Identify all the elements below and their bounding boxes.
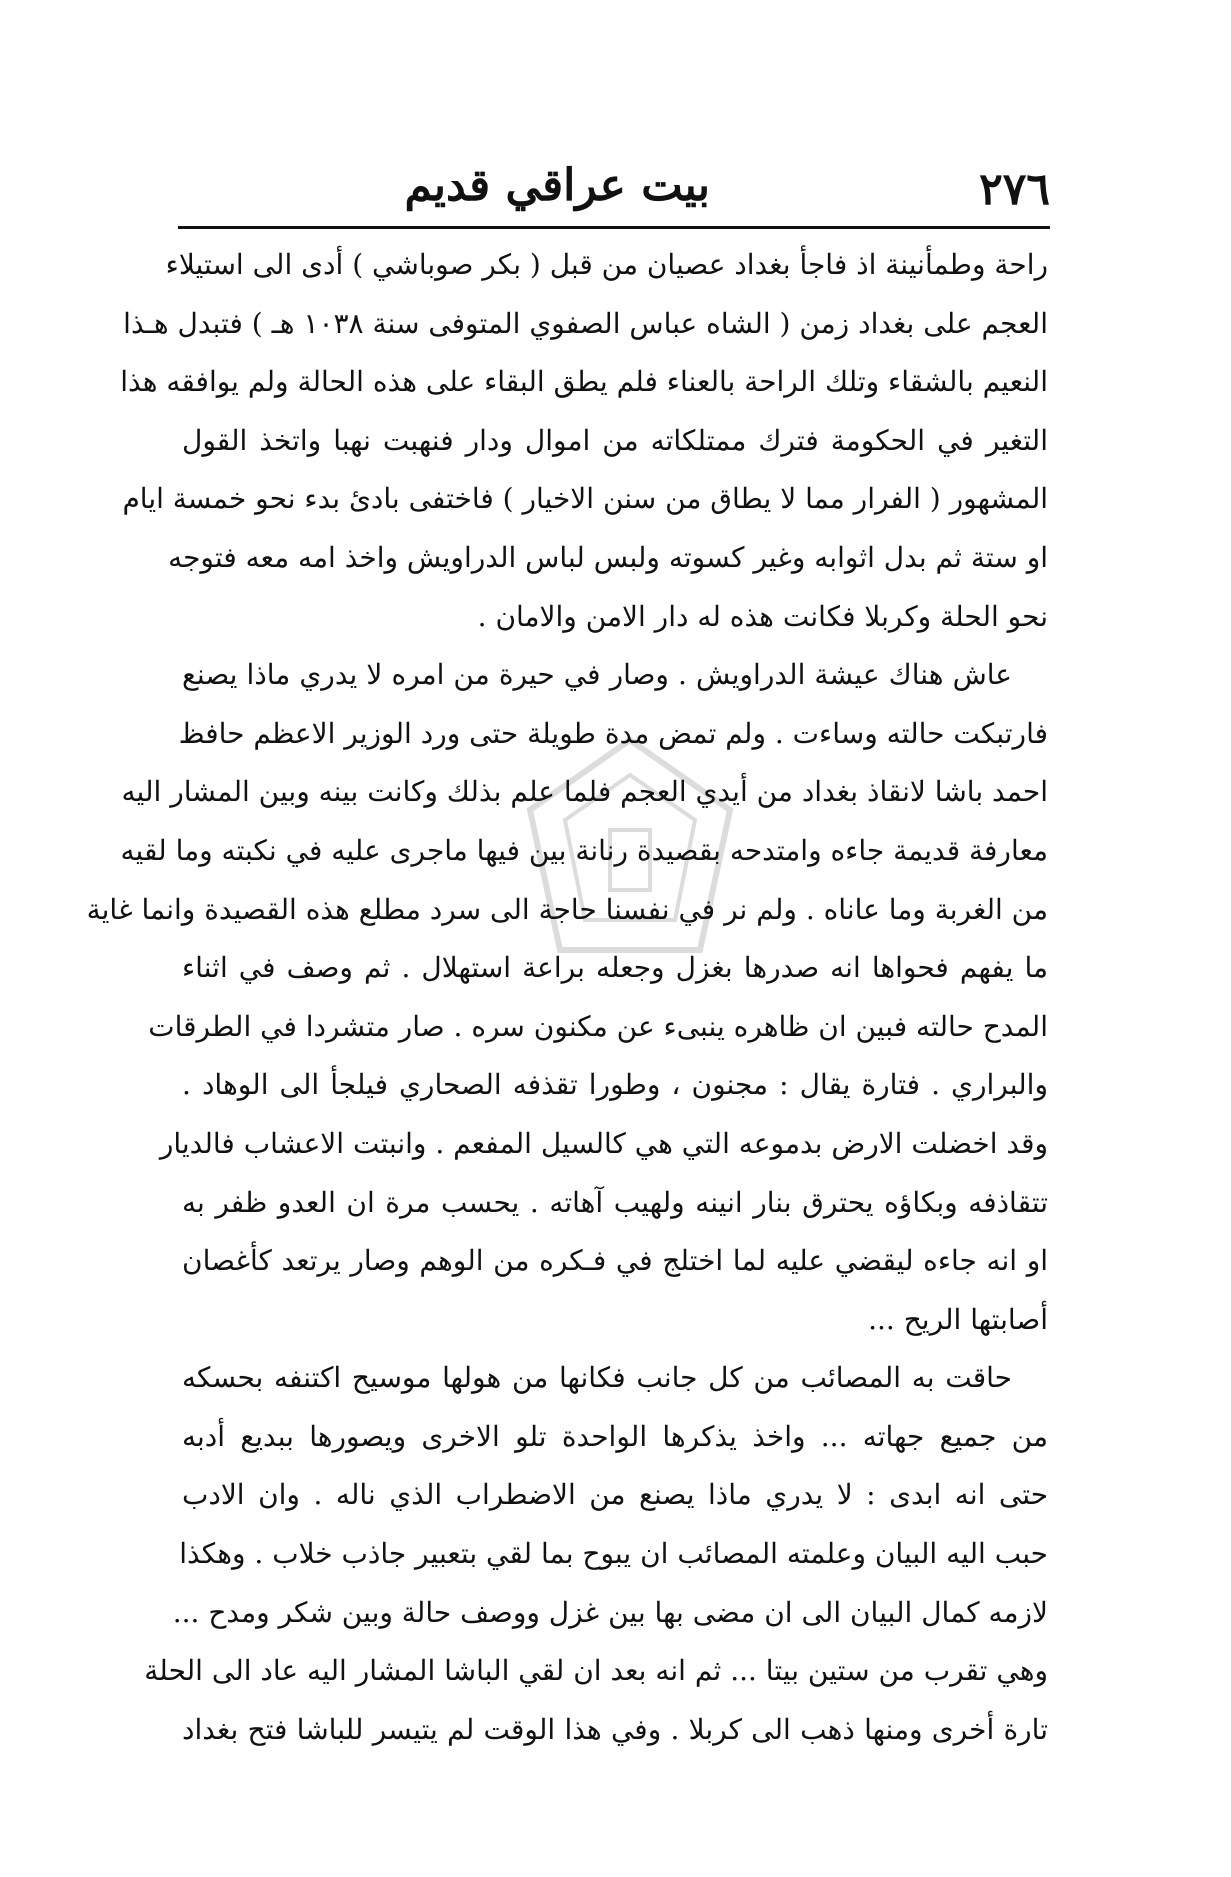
text-line: حبب اليه البيان وعلمته المصائب ان يبوح بما لقي بتعبير جاذب خلاب . وهكذا bbox=[179, 1537, 1048, 1571]
text-line: وقد اخضلت الارض بدموعه التي هي كالسيل المفعم . وانبتت الاعشاب فالديار bbox=[159, 1126, 1048, 1160]
text-line: العجم على بغداد زمن ( الشاه عباس الصفوي المتوفى سنة ١٠٣٨ هـ ) فتبدل هـذا bbox=[123, 306, 1048, 340]
page-number: ٢٧٦ bbox=[979, 164, 1050, 215]
paragraph-1 bbox=[120, 236, 1048, 646]
text-line: والبراري . فتارة يقال : مجنون ، وطورا تقذفه الصحاري فيلجأ الى الوهاد . bbox=[182, 1068, 1048, 1102]
text-line: احمد باشا لانقاذ بغداد من أيدي العجم فلما علم بذلك وكانت بينه وبين المشار اليه bbox=[121, 775, 1048, 809]
text-line: وهي تقرب من ستين بيتا ... ثم انه بعد ان لقي الباشا المشار اليه عاد الى الحلة bbox=[144, 1654, 1048, 1688]
text-line: فارتبكت حالته وساءت . ولم تمض مدة طويلة حتى ورد الوزير الاعظم حافظ bbox=[178, 716, 1048, 750]
paragraph-2 bbox=[86, 646, 1048, 1349]
text-line: من جميع جهاته ... واخذ يذكرها الواحدة تلو الاخرى ويصورها ببديع أدبه bbox=[182, 1419, 1048, 1453]
text-line: ما يفهم فحواها انه صدرها بغزل وجعله براعة استهلال . ثم وصف في اثناء bbox=[182, 951, 1048, 985]
text-line: المدح حالته فبين ان ظاهره ينبىء عن مكنون سره . صار متشردا في الطرقات bbox=[148, 1009, 1048, 1043]
text-line: النعيم بالشقاء وتلك الراحة بالعناء فلم يطق البقاء على هذه الحالة ولم يوافقه هذا bbox=[120, 365, 1048, 399]
text-line: من الغربة وما عاناه . ولم نر في نفسنا حاجة الى سرد مطلع هذه القصيدة وانما غاية bbox=[86, 892, 1048, 926]
text-line: او انه جاءه ليقضي عليه لما اختلج في فـكره من الوهم وصار يرتعد كأغصان bbox=[182, 1244, 1048, 1278]
text-line: عاش هناك عيشة الدراويش . وصار في حيرة من امره لا يدري ماذا يصنع bbox=[182, 658, 1012, 692]
text-line: لازمه كمال البيان الى ان مضى بها بين غزل ووصف حالة وبين شكر ومدح ... bbox=[172, 1595, 1048, 1629]
text-line: معارفة قديمة جاءه وامتدحه بقصيدة رنانة بين فيها ماجرى عليه في نكبته وما لقيه bbox=[120, 833, 1048, 867]
page-header bbox=[180, 160, 1050, 226]
text-line: المشهور ( الفرار مما لا يطاق من سنن الاخيار ) فاختفى بادئ بدء نحو خمسة ايام bbox=[122, 482, 1048, 516]
text-line: نحو الحلة وكربلا فكانت هذه له دار الامن والامان . bbox=[477, 599, 1048, 633]
paragraph-3 bbox=[144, 1349, 1048, 1759]
text-line: التغير في الحكومة فترك ممتلكاته من اموال ودار فنهبت نهبا واتخذ القول bbox=[182, 423, 1048, 457]
body-text bbox=[86, 236, 1048, 1836]
text-line: حاقت به المصائب من كل جانب فكانها من هولها موسيح اكتنفه بحسكه bbox=[182, 1361, 1012, 1395]
header-rule bbox=[178, 226, 1050, 229]
text-line: او ستة ثم بدل اثوابه وغير كسوته ولبس لباس الدراويش واخذ امه معه فتوجه bbox=[168, 540, 1048, 574]
running-title: بيت عراقي قديم bbox=[404, 160, 710, 211]
text-line: أصابتها الريح ... bbox=[868, 1302, 1048, 1336]
text-line: راحة وطمأنينة اذ فاجأ بغداد عصيان من قبل ( بكر صوباشي ) أدى الى استيلاء bbox=[165, 248, 1048, 281]
text-line: حتى انه ابدى : لا يدري ماذا يصنع من الاضطراب الذي ناله . وان الادب bbox=[182, 1478, 1048, 1512]
text-line: تتقاذفه وبكاؤه يحترق بنار انينه ولهيب آهاته . يحسب مرة ان العدو ظفر به bbox=[182, 1185, 1048, 1219]
text-line: تارة أخرى ومنها ذهب الى كربلا . وفي هذا الوقت لم يتيسر للباشا فتح بغداد bbox=[182, 1712, 1048, 1746]
